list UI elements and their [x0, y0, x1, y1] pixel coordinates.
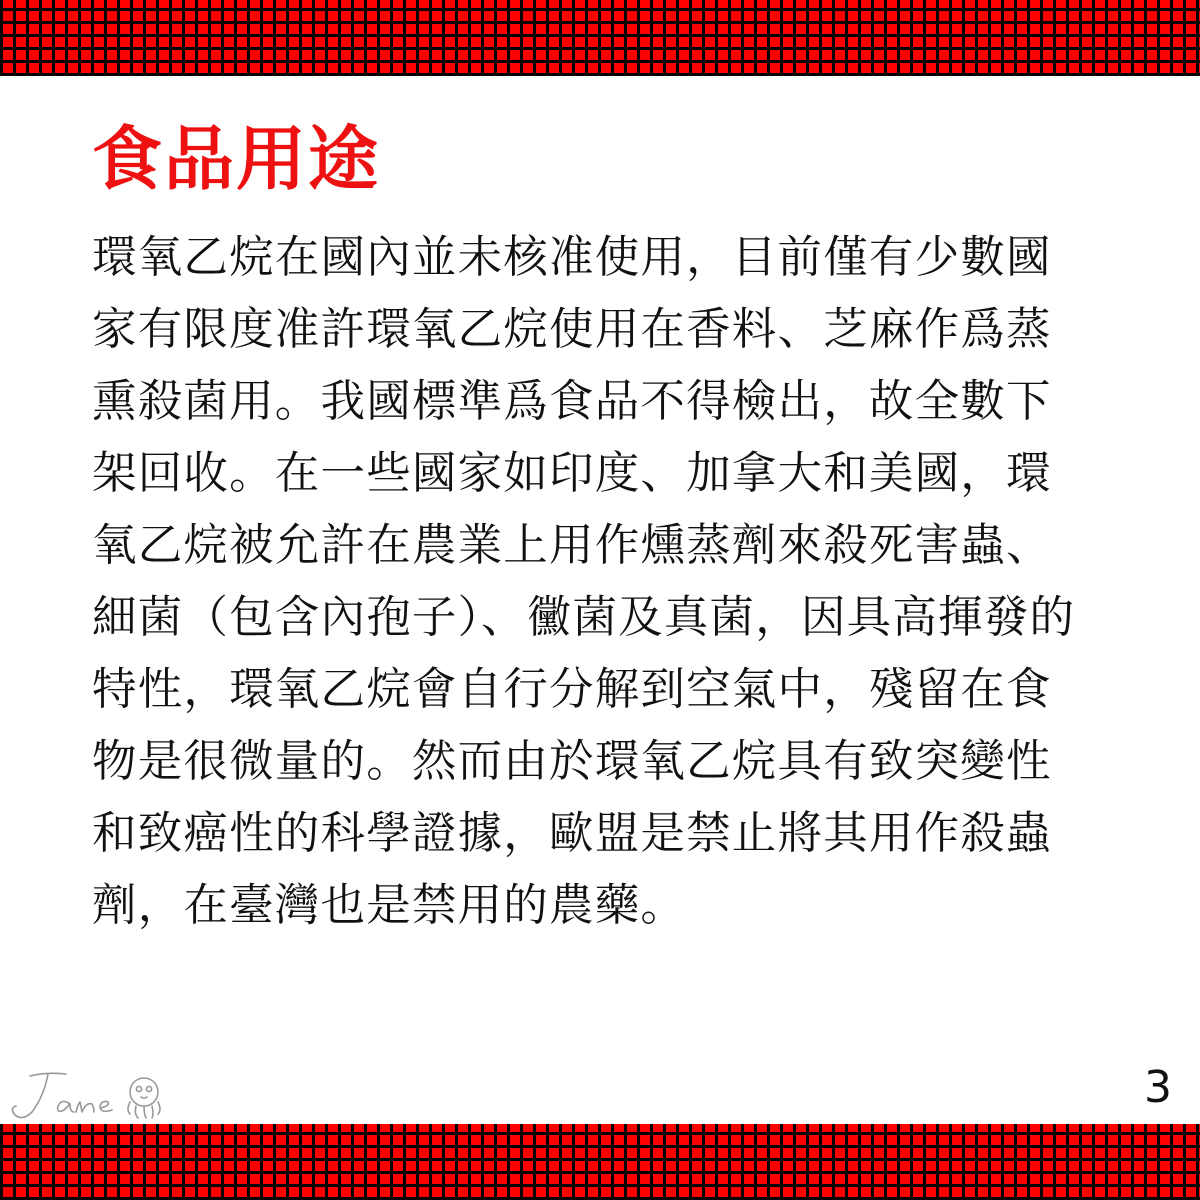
body-line: 架回收。在一些國家如印度、加拿大和美國，環: [92, 448, 1052, 499]
page-title: 食品用途: [92, 118, 380, 200]
body-line: 熏殺菌用。我國標準爲食品不得檢出，故全數下: [92, 376, 1052, 427]
body-line: 家有限度准許環氧乙烷使用在香料、芝麻作爲蒸: [92, 304, 1052, 355]
body-line: 細菌（包含內孢子）、黴菌及真菌，因具高揮發的: [92, 592, 1076, 643]
bottom-grid-band: [0, 1124, 1200, 1200]
body-line: 物是很微量的。然而由於環氧乙烷具有致突變性: [92, 736, 1052, 787]
body-line: 氧乙烷被允許在農業上用作燻蒸劑來殺死害蟲、: [92, 520, 1052, 571]
body-line: 和致癌性的科學證據，歐盟是禁止將其用作殺蟲: [92, 808, 1052, 859]
body-line: 劑，在臺灣也是禁用的農藥。: [92, 880, 687, 931]
body-line: 特性，環氧乙烷會自行分解到空氣中，殘留在食: [92, 664, 1052, 715]
signature-logo: [8, 1068, 170, 1122]
body-line: 環氧乙烷在國內並未核准使用，目前僅有少數國: [92, 232, 1052, 283]
page-number: 3: [1144, 1062, 1172, 1113]
top-grid-band: [0, 0, 1200, 76]
body-paragraph: [92, 222, 1102, 942]
